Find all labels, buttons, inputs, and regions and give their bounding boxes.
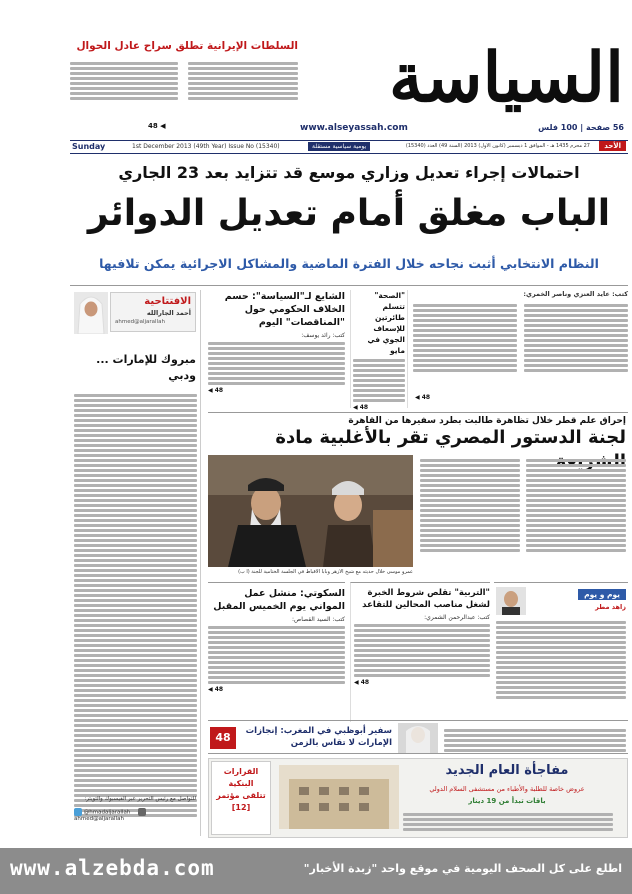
deck-headline[interactable]: النظام الانتخابي أثبت نجاحه خلال الفترة الماضية والمشاكل الاجرائية يمكن تلافيها — [99, 256, 599, 271]
lead-story[interactable]: كتب: عايد العنزي وناصر الخمري: ◀ 48 — [415, 290, 628, 401]
story-health[interactable]: "الصحة" تتسلم طائرتين للإسعاف الجوي في مايو ◀ 48 — [350, 290, 408, 408]
kicker-headline[interactable]: احتمالات إجراء تعديل وزاري موسع قد تتزايد بعد 23 الجاري — [118, 163, 580, 182]
ad-side[interactable] — [211, 761, 271, 835]
story-pageref: 48 — [360, 679, 370, 686]
day-en: Sunday — [72, 142, 106, 151]
opinion-section: الافتتاحية — [144, 296, 191, 307]
masthead-website[interactable]: www.alseyassah.com — [300, 123, 408, 133]
columnist-photo — [496, 587, 526, 615]
ad-side-text: القرارات البنكية تتلقى مؤتمر [12] — [216, 767, 266, 812]
opinion-header — [110, 292, 196, 332]
story-byline: كتب: السيد القصاص: — [291, 616, 345, 623]
footer-promo: اطلع على كل الصحف اليومية في موقع واحد "زبدة الأخبار" — [303, 862, 622, 875]
masthead: السياسة www.alseyassah.com 56 صفحة | 100 فلس — [300, 38, 624, 133]
story-education[interactable]: "التربية" تقلص شروط الخبرة لشغل مناصب المحالين للتقاعد كتب: عبدالرحمن الشمري: ◀ 48 — [350, 582, 490, 722]
story-headline: "الصحة" تتسلم طائرتين للإسعاف الجوي في مايو — [367, 291, 405, 355]
date-bar — [70, 140, 628, 154]
expo-strip[interactable] — [208, 720, 628, 754]
story-shaya[interactable]: الشايع لـ"السياسة": حسم الخلاف الحكومي حول "المناقصات" اليوم كتب: رائد يوسف: ◀ 48 — [208, 291, 345, 394]
story-pageref: 48 — [214, 387, 224, 394]
lead-pageref: 48 — [421, 394, 431, 401]
story-headline: الشايع لـ"السياسة": حسم الخلاف الحكومي حول "المناقصات" اليوم — [224, 291, 345, 328]
opinion-email-footer: ahmed@aljarallah — [74, 816, 124, 822]
footer-site[interactable]: www.alzebda.com — [10, 856, 215, 880]
masthead-logo: السياسة — [389, 38, 624, 118]
date-ar: 27 محرم 1435 هـ - الموافق 1 ديسمبر (كانون الأول) 2013 (السنة 49) العدد (15340) — [405, 143, 590, 149]
story-headline: السكوتي: منشل عمل المواني يوم الخميس المقبل — [213, 588, 345, 612]
day-ar: الأحد — [599, 141, 626, 151]
footer-banner[interactable] — [0, 848, 632, 894]
price: 100 فلس — [538, 123, 578, 132]
date-en: 1st December 2013 (49th Year) Issue No (15340) — [132, 143, 280, 150]
ad-line-1: عروض خاصة للطلبة والأطباء من مستشفى السلام الدولي — [429, 785, 585, 793]
story-sakuti[interactable]: السكوتي: منشل عمل المواني يوم الخميس المقبل كتب: السيد القصاص: ◀ 48 — [208, 582, 345, 722]
egypt-story[interactable] — [208, 412, 628, 582]
ambassador-photo — [398, 723, 438, 753]
expo-headline: سفير أبوظبي في المغرب: إنجازات الإمارات لا تقاس بالزمن — [245, 726, 392, 748]
ad-title: مفاجأة العام الجديد — [445, 763, 569, 778]
twitter-handle[interactable]: @hmadaljarallah — [83, 809, 131, 816]
egypt-kicker: إحراق علم قطر خلال تظاهرة طالبت بطرد سفيرها من القاهرة — [348, 416, 626, 426]
egypt-caption: عمرو موسى خلال حديثه مع شيخ الأزهر وبابا الأقباط في الجلسة الختامية للجنة (أ ب) — [238, 569, 413, 575]
ad-line-2: باقات تبدأ من 19 دينار — [468, 797, 546, 805]
opinion-email: ahmed@aljarallah — [115, 319, 165, 325]
author-portrait — [74, 292, 108, 334]
opinion-column[interactable] — [70, 290, 201, 836]
story-pageref: 48 — [214, 686, 224, 693]
subtitle-badge: يومية سياسية مستقلة — [308, 142, 370, 151]
page-count: 56 صفحة — [585, 123, 624, 132]
top-story-headline: السلطات الإيرانية تطلق سراح عادل الحوال — [76, 40, 298, 52]
lead-byline: كتب: عايد العنزي وناصر الخمري: — [523, 290, 628, 298]
column-label: يوم و يوم — [578, 589, 626, 600]
column-author: زاهد مطر — [595, 603, 626, 611]
expo-pageref: 48 — [210, 727, 236, 749]
follow-note: للتواصل مع رئيس التحرير عبر الفيسبوك والتويتر: — [84, 796, 196, 802]
story-byline: كتب: رائد يوسف: — [301, 332, 345, 339]
egypt-photo — [208, 455, 413, 567]
top-story[interactable] — [70, 40, 298, 136]
opinion-author: أحمد الجارالله — [146, 309, 191, 317]
main-headline[interactable]: الباب مغلق أمام تعديل الدوائر — [87, 193, 611, 234]
story-byline: كتب: عبدالرحمن الشمري: — [424, 614, 490, 621]
email-icon — [138, 808, 146, 816]
ad-banner[interactable] — [208, 758, 628, 838]
egypt-headline: لجنة الدستور المصري تقر بالأغلبية مادة — [275, 427, 626, 448]
top-story-pageref: 48 ◀ — [148, 122, 166, 130]
ad-building-image — [279, 765, 399, 829]
story-pageref: 48 — [359, 404, 369, 411]
opinion-body — [74, 392, 197, 819]
daily-column[interactable] — [494, 582, 628, 722]
story-headline: "التربية" تقلص شروط الخبرة لشغل مناصب المحالين للتقاعد — [362, 588, 490, 610]
divider — [70, 285, 628, 286]
opinion-title: مبروك للإمارات ... ودبي — [96, 353, 196, 382]
twitter-icon[interactable] — [74, 808, 82, 816]
